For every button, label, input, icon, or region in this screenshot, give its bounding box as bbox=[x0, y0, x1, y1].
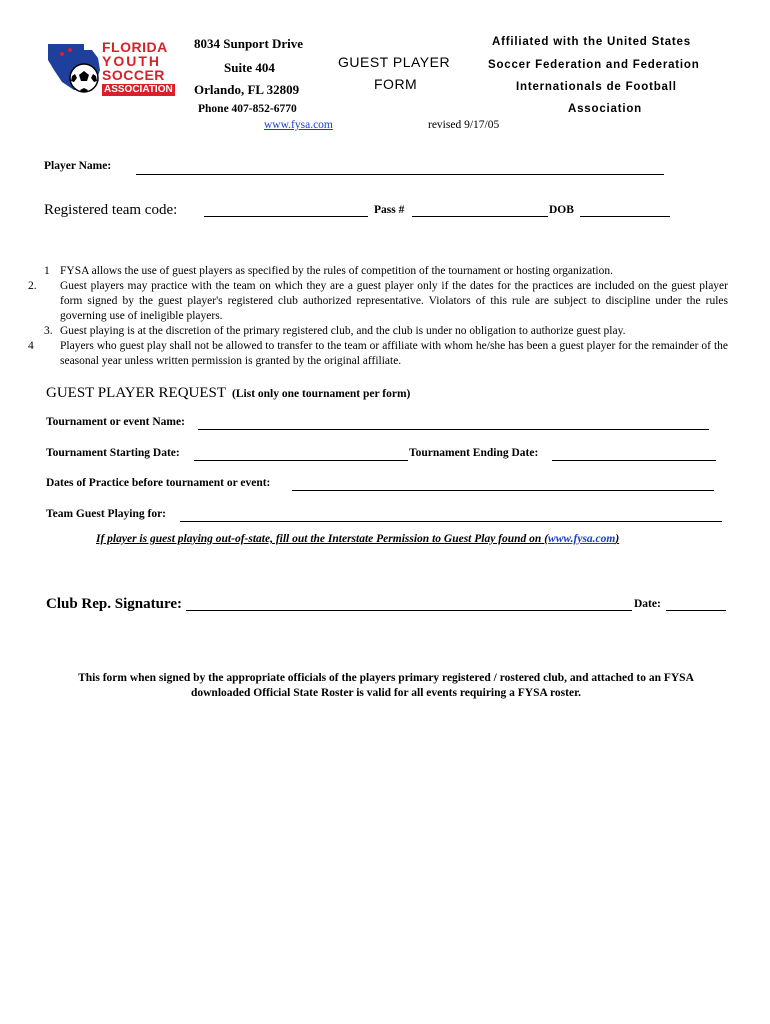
start-date-label: Tournament Starting Date: bbox=[46, 447, 180, 459]
rule-item-1 bbox=[44, 264, 728, 279]
rule-item-3 bbox=[44, 324, 728, 339]
club-rep-signature-field[interactable] bbox=[186, 610, 632, 611]
interstate-link[interactable]: www.fysa.com bbox=[548, 533, 616, 545]
affiliation-line4: Association bbox=[568, 103, 642, 115]
player-name-label: Player Name: bbox=[44, 160, 112, 172]
rule-item-4 bbox=[28, 339, 728, 369]
footer-line1: This form when signed by the appropriate officials of the players primary registered / rostered club, and attached to an FYSA bbox=[78, 672, 694, 684]
team-playing-field[interactable] bbox=[180, 521, 722, 522]
interstate-note-text: If player is guest playing out-of-state, fill out the Interstate Permission to Guest Play found on bbox=[96, 533, 542, 545]
start-date-field[interactable] bbox=[194, 460, 408, 461]
address-city: Orlando, FL 32809 bbox=[194, 82, 300, 97]
tournament-name-field[interactable] bbox=[198, 429, 709, 430]
logo-text-soccer: SOCCER bbox=[102, 67, 165, 83]
rule-text: Guest playing is at the discretion of the primary registered club, and the club is under no obligation to authorize guest play. bbox=[60, 325, 626, 337]
form-title-line2: FORM bbox=[374, 76, 418, 92]
rule-number: 3. bbox=[44, 325, 53, 337]
end-date-field[interactable] bbox=[552, 460, 716, 461]
affiliation-line1: Affiliated with the United States bbox=[492, 36, 691, 48]
rule-item-2 bbox=[28, 279, 728, 324]
rule-text: Players who guest play shall not be allowed to transfer to the team or affiliate with whom he/she has been a guest player for the remainder of the seasonal year unless written permission is granted by the original affiliate. bbox=[60, 340, 728, 367]
rule-number: 1 bbox=[44, 265, 50, 277]
practice-dates-field[interactable] bbox=[292, 490, 714, 491]
date-label: Date: bbox=[634, 598, 661, 610]
fysa-logo bbox=[44, 40, 186, 102]
logo-text-association: ASSOCIATION bbox=[104, 84, 173, 95]
pass-label: Pass # bbox=[374, 204, 405, 216]
rule-text: Guest players may practice with the team on which they are a guest player only if the dates for the practices are included on the guest player form signed by the guest player's registered club authorized representative. Violators of this rule are subject to discipline under the rules governing use of ineligible players. bbox=[60, 280, 728, 322]
team-code-field[interactable] bbox=[204, 216, 368, 217]
address-suite: Suite 404 bbox=[224, 60, 275, 75]
request-heading-row bbox=[46, 384, 410, 402]
form-title-line1: GUEST PLAYER bbox=[338, 54, 451, 70]
dob-field[interactable] bbox=[580, 216, 670, 217]
rule-text: FYSA allows the use of guest players as specified by the rules of competition of the tournament or hosting organization. bbox=[60, 265, 613, 277]
date-field[interactable] bbox=[666, 610, 726, 611]
practice-dates-label: Dates of Practice before tournament or event: bbox=[46, 477, 271, 489]
end-date-label: Tournament Ending Date: bbox=[409, 447, 539, 459]
address-street: 8034 Sunport Drive bbox=[194, 36, 304, 51]
phone-number: Phone 407-852-6770 bbox=[198, 103, 297, 115]
request-subheading: (List only one tournament per form) bbox=[232, 388, 411, 400]
website-link[interactable]: www.fysa.com bbox=[264, 119, 333, 131]
revised-date: revised 9/17/05 bbox=[428, 119, 500, 131]
dob-label: DOB bbox=[549, 204, 574, 216]
tournament-name-label: Tournament or event Name: bbox=[46, 416, 185, 428]
request-heading: GUEST PLAYER REQUEST bbox=[46, 385, 227, 401]
rule-number: 4 bbox=[28, 340, 34, 352]
footer-line2: downloaded Official State Roster is valid for all events requiring a FYSA roster. bbox=[190, 687, 582, 699]
team-playing-label: Team Guest Playing for: bbox=[46, 508, 166, 520]
club-rep-label: Club Rep. Signature: bbox=[46, 596, 182, 612]
rule-number: 2. bbox=[28, 280, 37, 292]
affiliation-line3: Internationals de Football bbox=[516, 81, 677, 93]
logo-text-florida: FLORIDA bbox=[102, 39, 168, 55]
interstate-note: If player is guest playing out-of-state, fill out the Interstate Permission to Guest Play found on (www.fysa.com) bbox=[96, 533, 620, 545]
team-code-label: Registered team code: bbox=[44, 202, 178, 218]
player-name-field[interactable] bbox=[136, 174, 664, 175]
pass-field[interactable] bbox=[412, 216, 548, 217]
logo-text-youth: YOUTH bbox=[102, 53, 161, 69]
affiliation-line2: Soccer Federation and Federation bbox=[488, 59, 700, 71]
